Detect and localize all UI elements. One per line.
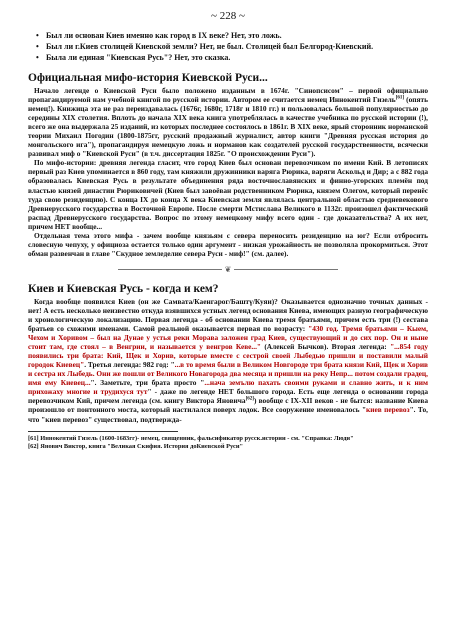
section-title-kiev: Киев и Киевская Русь - когда и кем?	[28, 282, 219, 295]
divider-line	[118, 269, 222, 270]
footnote: [61] Иннокентий Гизель (1600-1683гг)- немец, священник, фальсификатор русск.истории - см. "Справка: Люди"	[28, 434, 354, 442]
text-run: ) вообще с IX-XII веков - не бытся: название Киева произошло от понтонного моста, который настилался поверх лодок. Все сооружение именовалось "	[28, 396, 429, 415]
question-list	[28, 30, 428, 63]
text-run: . Третья легенда: 982 год: "	[84, 360, 175, 370]
list-item: • Был ли г.Киев столицей Киевской земли? Нет, не был. Столицей был Белгород-Киевский.	[40, 41, 428, 52]
text-run: (Алексей Бычков). Вторая легенда:	[261, 342, 391, 352]
text-run: Начало легенде о Киевской Руси было положено изданным в 1674г. "Синопсисом" – первой официально пропагандируемой нам учебной книгой по русской истории. Автором ее считается немец Иннокентий Гизель	[28, 86, 428, 105]
text-run: ". То, что "киев перевоз" существовал, подтвержда-	[28, 405, 429, 424]
ornament-divider	[28, 265, 428, 274]
text-run: " - даже по легенде НЕТ большого города. Есть еще легенда о основании города перевозчиком Кий, причем легенда (см. книгу Виктора Яновича	[28, 387, 428, 406]
list-item: • Был ли основан Киев именно как город в IX веке? Нет, это ложь.	[40, 30, 428, 41]
divider-line	[234, 269, 338, 270]
text-run: ". Заметьте, три брата просто "	[90, 378, 205, 388]
quote-highlight: киев перевоз	[366, 405, 410, 415]
text-run: (опять немец!). Книжица эта не раз переиздавалась (1676г, 1680г, 1718г и 1810 гг.) и пользовалась большой популярностью до середины XIX столетия. Вплоть до начала XIX века книга употреблялась в качестве учебника по русской истории (!), всего же она выдержала 25 изданий, из которых последнее состоялось в 1861г. В XIX веке, ярый сторонник норманской теории Михаил Погодин (1800-1875гг, русский продажный журналист, автор книги "Древняя русская история до монгольского ига"), пропагандируя немецкую ложь и норманов как создателей русской государственности, всячески развивал миф о "Киевской Руси" (в т.ч. диссертация 1825г. "О происхождении Руси").	[28, 95, 428, 159]
quote-highlight: ...в то время были в Великом Новгороде три брата князи Кий, Щек и Хорив и сестра их Лыбедь. Они же пошли от Великого Новагорода два месяца и пришли на реку Непр... потом создали градец, имя ему Киевец...	[28, 360, 429, 388]
page-number: ~ 228 ~	[211, 10, 245, 22]
paragraph: Отдельная тема этого мифа - зачем вообще князьям с севера переносить резиденцию на юг? Если отбросить словесную чепуху, у официоза остается только один аргумент - низкая урожайность не позволяла прокормиться. Этот обман развенчан в главе "Скудное земледелие севера Руси - миф!" (см. далее).	[28, 230, 428, 258]
paragraph: По мифо-истории: древняя легенда гласит, что город Киев был основан перевозчиком по имени Кий. В летописях первый раз Киев упоминается в 860 году, там княжили дружинники варяга Рюрика, варяги Аскольд и Дир; а с 882 года образовалась Киевская Русь в результате объединения ряда восточнославянских и финно-угорских племён под властью князей династии Рюриковичей (Киев был завоёван родственником Рюрика, князем Олегом, который перенёс туда свою резиденцию). С конца IX до конца X века Киевская земля являлась центральной областью средневекового Древнерусского государства в Восточной Европе. После смерти Мстислава Великого в 1132г. произошел фактический распад Древнерусского государства. Вопрос по этому немецкому мифу всего один - где доказательства? А их нет, причем НЕТ вообще...	[28, 158, 428, 231]
footnote-rule	[28, 431, 178, 432]
footnote: [62] Янович Виктор, книга "Великая Скифия. История доКиевской Руси"	[28, 442, 244, 450]
paragraph	[28, 297, 428, 424]
quote-highlight: "430 год. Тремя братьями – Кыем, Чехом и Хоривом – был на Дунае у устья реки Морава заложен град Киев, существующий и до сих пор. Он и ныне стоит там, где стоял – в Венгрии, и называется у венгров Кеве..."	[28, 324, 428, 352]
paragraph	[28, 86, 428, 158]
ornament-icon: ❦	[224, 264, 232, 274]
footnote-ref[interactable]: [62]	[245, 396, 254, 402]
quote-highlight: "...854 году появились три брата: Кий, Щек и Хорив, которые вместе с сестрой своей Лыбедью пришли и поставили малый городок Киевец"	[28, 342, 428, 370]
quote-highlight: ...нача земълю пахать своими руками и славно жить, и к ним прихожаху многие и трудихуся тут	[28, 378, 428, 397]
document-page	[28, 10, 428, 451]
text-run: Когда вообще появился Киев (он же Самвата/Каенгарог/Баштү/Куяи)? Оказывается однозначно точных данных - нет! А есть несколько неизвестно откуда взявшихся устных легенд основания Киева, имеющих разную географическую и хронологическую локализацию. Первая легенда - об основании Киева тремя братьями, причем есть три (!) сестава братьев со схожими именами. Самой реальной оказывается первая по возрасту:	[28, 296, 428, 334]
footnote-ref[interactable]: [61]	[395, 95, 405, 101]
section-title-official-myth: Официальная мифо-история Киевской Руси...	[28, 72, 268, 84]
list-item: • Была ли единая "Киевская Русь"? Нет, это сказка.	[40, 52, 428, 63]
